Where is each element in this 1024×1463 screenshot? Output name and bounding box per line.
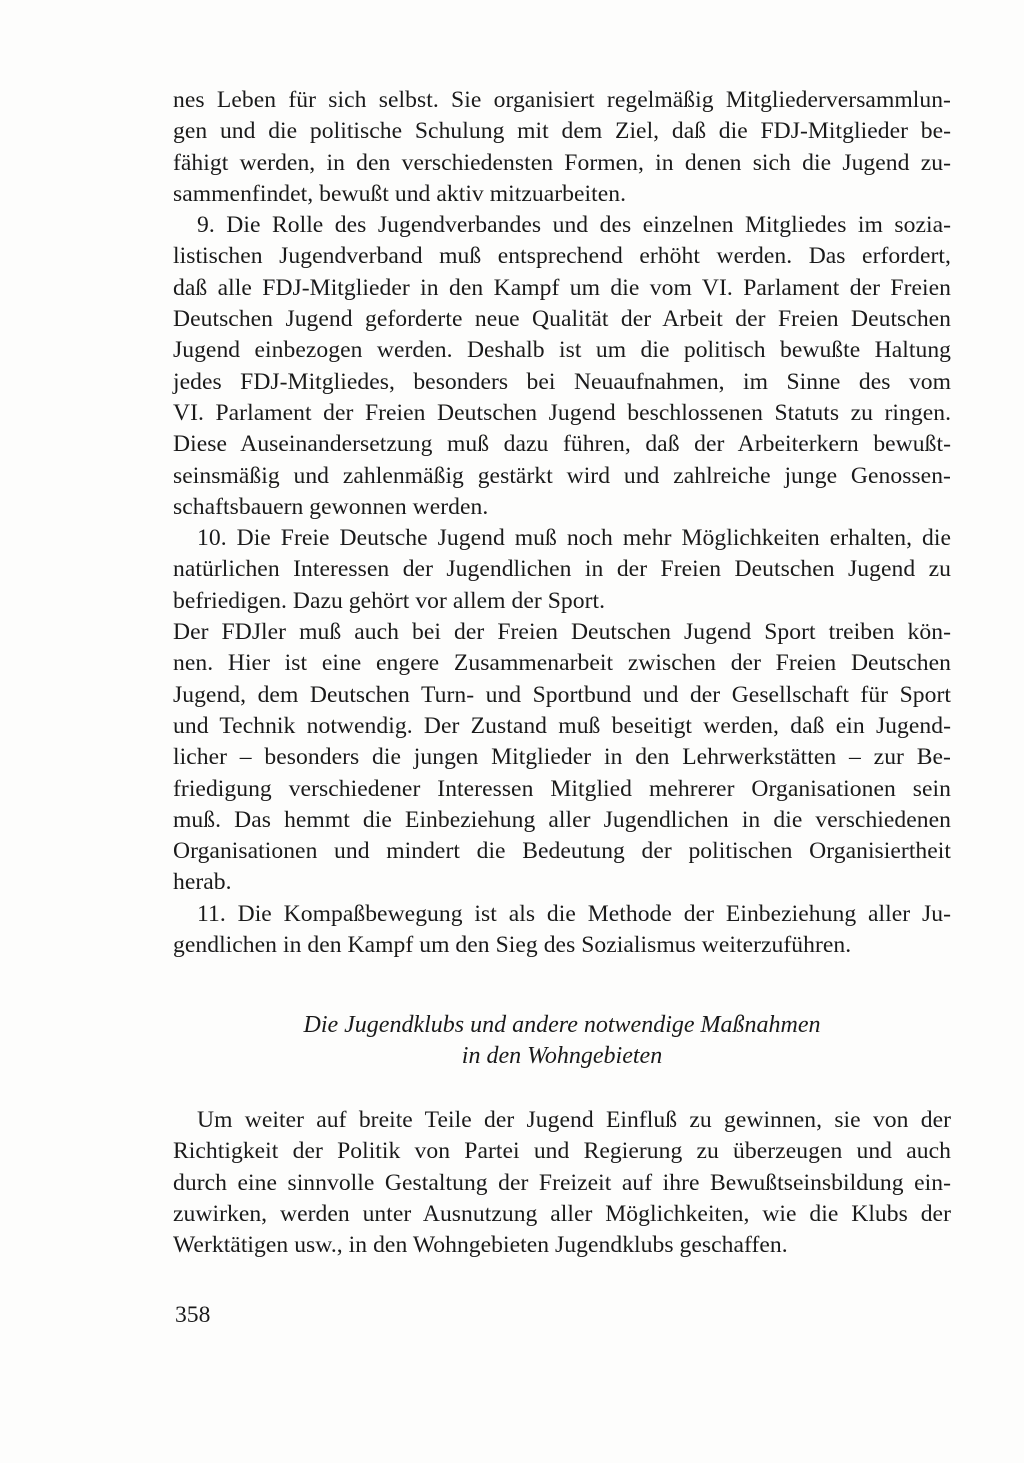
text-line: nen. Hier ist eine engere Zusammenarbeit zwischen der Freien Deutschen xyxy=(173,650,951,677)
text-line: befriedigen. Dazu gehört vor allem der Sport. xyxy=(173,587,606,614)
text-line: Diese Auseinandersetzung muß dazu führen, daß der Arbeiterkern bewußt- xyxy=(173,431,951,458)
text-line: VI. Parlament der Freien Deutschen Jugend beschlossenen Statuts zu ringen. xyxy=(173,399,952,426)
body-text xyxy=(173,85,951,961)
text-line: muß. Das hemmt die Einbeziehung aller Jugendlichen in die verschiedenen xyxy=(173,806,952,833)
section-heading-line-1: Die Jugendklubs und andere notwendige Maßnahmen xyxy=(303,1012,821,1038)
text-line: daß alle FDJ-Mitglieder in den Kampf um die vom VI. Parlament der Freien xyxy=(173,274,951,301)
text-line: gen und die politische Schulung mit dem Ziel, daß die FDJ-Mitglieder be- xyxy=(173,118,951,145)
text-line: Werktätigen usw., in den Wohngebieten Jugendklubs geschaffen. xyxy=(173,1232,788,1259)
text-line: herab. xyxy=(173,869,232,896)
text-line: Um weiter auf breite Teile der Jugend Einfluß zu gewinnen, sie von der xyxy=(197,1107,952,1133)
text-line: natürlichen Interessen der Jugendlichen in der Freien Deutschen Jugend zu xyxy=(173,556,951,583)
text-line: seinsmäßig und zahlenmäßig gestärkt wird und zahlreiche junge Genossen- xyxy=(173,462,951,489)
text-line: nes Leben für sich selbst. Sie organisiert regelmäßig Mitgliederversammlun- xyxy=(173,87,951,113)
text-line: durch eine sinnvolle Gestaltung der Freizeit auf ihre Bewußtseinsbildung ein- xyxy=(173,1169,951,1196)
text-line: friedigung verschiedener Interessen Mitglied mehrerer Organisationen sein xyxy=(173,775,951,802)
text-line: Jugend einbezogen werden. Deshalb ist um die politisch bewußte Haltung xyxy=(173,337,952,364)
text-line: und Technik notwendig. Der Zustand muß beseitigt werden, daß ein Jugend- xyxy=(173,712,951,739)
text-line: Organisationen und mindert die Bedeutung der politischen Organisiertheit xyxy=(173,838,952,865)
page-number: 358 xyxy=(175,1302,211,1328)
section-text xyxy=(173,1105,951,1261)
text-line: Deutschen Jugend geforderte neue Qualität der Arbeit der Freien Deutschen xyxy=(173,306,952,333)
text-line: licher – besonders die jungen Mitglieder in den Lehrwerkstätten – zur Be- xyxy=(173,744,951,771)
text-line: 9. Die Rolle des Jugendverbandes und des einzelnen Mitgliedes im sozia- xyxy=(197,212,952,239)
text-line: schaftsbauern gewonnen werden. xyxy=(173,493,489,520)
text-line: Jugend, dem Deutschen Turn- und Sportbund und der Gesellschaft für Sport xyxy=(173,681,951,708)
text-line: 10. Die Freie Deutsche Jugend muß noch mehr Möglichkeiten erhalten, die xyxy=(197,525,951,552)
text-line: Der FDJler muß auch bei der Freien Deutschen Jugend Sport treiben kön- xyxy=(173,619,951,646)
text-line: listischen Jugendverband muß entsprechend erhöht werden. Das erfordert, xyxy=(173,243,951,270)
section-heading-line-2: in den Wohngebieten xyxy=(461,1043,663,1069)
text-line: fähigt werden, in den verschiedensten Formen, in denen sich die Jugend zu- xyxy=(173,149,952,176)
text-line: jedes FDJ-Mitgliedes, besonders bei Neuaufnahmen, im Sinne des vom xyxy=(173,368,951,395)
text-line: sammenfindet, bewußt und aktiv mitzuarbeiten. xyxy=(173,180,627,207)
text-line: 11. Die Kompaßbewegung ist als die Methode der Einbeziehung aller Ju- xyxy=(197,900,952,927)
text-line: gendlichen in den Kampf um den Sieg des Sozialismus weiterzuführen. xyxy=(173,932,852,959)
text-line: Richtigkeit der Politik von Partei und Regierung zu überzeugen und auch xyxy=(173,1138,951,1165)
text-line: zuwirken, werden unter Ausnutzung aller Möglichkeiten, wie die Klubs der xyxy=(173,1200,951,1227)
